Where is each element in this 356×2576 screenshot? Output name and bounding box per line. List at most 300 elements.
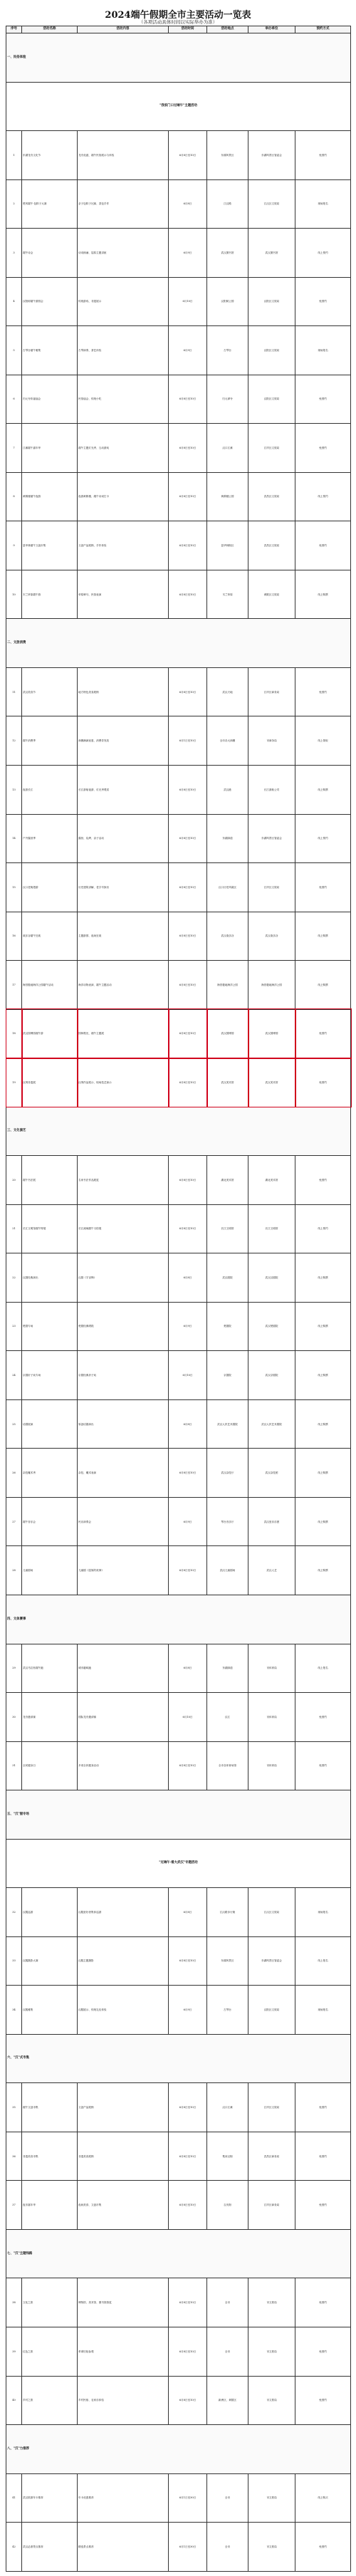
- cell-booking: 免预约: [295, 667, 351, 716]
- cell-organizer: 市体育局: [248, 1644, 295, 1693]
- cell-location: 汉阳树公园: [207, 277, 248, 326]
- cell-booking: 线上购票: [295, 1253, 351, 1303]
- cell-content: 楚剧经典唱段: [78, 1302, 169, 1351]
- cell-time: 6月8日至10日: [169, 961, 207, 1010]
- cell-time: 6月8日至10日: [169, 2376, 207, 2425]
- cell-name: 长江文明馆端午特展: [22, 1204, 78, 1253]
- cell-index: 17: [6, 961, 22, 1010]
- events-table-container: [6, 26, 350, 2572]
- cell-time: 6月1日至30日: [169, 2523, 207, 2572]
- page-title: 2024端午假期全市主要活动一览表: [105, 10, 251, 21]
- cell-location: 全市: [207, 2523, 248, 2572]
- cell-index: 1: [6, 131, 22, 180]
- table-row: [6, 424, 351, 473]
- cell-content: 儿童剧《屈原的故事》: [78, 1546, 169, 1595]
- cell-index: 30: [6, 1693, 22, 1742]
- cell-location: 长江文明馆: [207, 1204, 248, 1253]
- cell-name: 汉服雅集: [22, 1986, 78, 2035]
- cell-organizer: 市体育局: [248, 1693, 295, 1742]
- cell-content: 民俗庙会、传统小吃: [78, 375, 169, 424]
- table-row: [6, 521, 351, 570]
- section-row: [6, 619, 351, 668]
- subsection-title: "我家门口过端午"主题活动: [6, 82, 351, 131]
- section-title: 七、"汉"主题线路: [6, 2229, 351, 2278]
- cell-content: 名家书法作品展览: [78, 1156, 169, 1205]
- cell-location: 汉口江滩: [207, 2083, 248, 2132]
- cell-location: 武汉人民艺术剧院: [207, 1399, 248, 1449]
- cell-time: 6月8日至10日: [169, 912, 207, 961]
- cell-booking: 线上购票: [295, 1302, 351, 1351]
- cell-location: 汉口江滩: [207, 424, 248, 473]
- cell-location: 东湖风景区: [207, 131, 248, 180]
- table-row: [6, 1058, 351, 1107]
- cell-booking: 免预约: [295, 424, 351, 473]
- cell-organizer: 武昌区文旅局: [248, 521, 295, 570]
- cell-content: 端午主题灯光秀、互动游戏: [78, 424, 169, 473]
- cell-index: 5: [6, 326, 22, 375]
- cell-name: 杂技魔术秀: [22, 1449, 78, 1498]
- cell-content: 海洋动物表演、端午主题活动: [78, 961, 169, 1010]
- cell-booking: 免预约: [295, 1058, 351, 1107]
- cell-booking: 免预约: [295, 2327, 351, 2376]
- section-row: [6, 2425, 351, 2474]
- cell-organizer: 武汉欢乐谷: [248, 912, 295, 961]
- cell-index: 9: [6, 521, 22, 570]
- cell-content: 草原骑马、民俗表演: [78, 570, 169, 619]
- cell-content: 革命旧址参观: [78, 2327, 169, 2376]
- cell-index: 19: [6, 1058, 22, 1107]
- cell-organizer: 武汉楚剧院: [248, 1302, 295, 1351]
- cell-booking: 线上预约: [295, 814, 351, 863]
- events-table: [6, 26, 351, 2572]
- cell-name: 夜游长江: [22, 765, 78, 814]
- header-booking: 预约方式: [295, 26, 351, 33]
- header-time: 活动时间: [169, 26, 207, 33]
- cell-index: 41: [6, 2473, 22, 2523]
- table-row: [6, 326, 351, 375]
- cell-name: 户外露营季: [22, 814, 78, 863]
- section-title: 一、民俗体验: [6, 33, 351, 83]
- cell-time: 6月8日至10日: [169, 1058, 207, 1107]
- cell-time: 6月8日至10日: [169, 1546, 207, 1595]
- cell-index: 3: [6, 229, 22, 278]
- cell-location: 湖北美术馆: [207, 1156, 248, 1205]
- cell-content: 古琴演奏、茶艺体验: [78, 326, 169, 375]
- cell-booking: 线上预约: [295, 1204, 351, 1253]
- cell-organizer: 东湖风景区管委会: [248, 814, 295, 863]
- table-row: [6, 1351, 351, 1400]
- cell-time: 6月8日: [169, 1888, 207, 1937]
- cell-time: 6月8日至10日: [169, 1156, 207, 1205]
- cell-time: 6月8日至10日: [169, 570, 207, 619]
- cell-time: 6月8日: [169, 1644, 207, 1693]
- section-title: 五、"汉"服专场: [6, 1790, 351, 1840]
- table-row: [6, 1546, 351, 1595]
- cell-content: 园林观光、端午主题展: [78, 1009, 169, 1058]
- cell-name: 汉阳树端午游园会: [22, 277, 78, 326]
- table-row: [6, 961, 351, 1010]
- cell-index: 14: [6, 814, 22, 863]
- cell-location: 汉江: [207, 1693, 248, 1742]
- cell-location: 海昌极地海洋公园: [207, 961, 248, 1010]
- cell-time: 6月8日至10日: [169, 765, 207, 814]
- cell-index: 29: [6, 1644, 22, 1693]
- cell-index: 21: [6, 1204, 22, 1253]
- cell-booking: 免预约: [295, 521, 351, 570]
- cell-name: 归元寺祈福庙会: [22, 375, 78, 424]
- cell-content: 文创产品展销: [78, 2083, 169, 2132]
- cell-time: 6月8日至10日: [169, 2132, 207, 2181]
- cell-time: 6月8日至10日: [169, 2181, 207, 2230]
- cell-time: 6月8日至10日: [169, 863, 207, 912]
- cell-index: 37: [6, 2181, 22, 2230]
- cell-organizer: 湖北美术馆: [248, 1156, 295, 1205]
- cell-location: 武汉美术馆: [207, 1058, 248, 1107]
- cell-location: 江汉路: [207, 179, 248, 229]
- cell-booking: 免预约: [295, 375, 351, 424]
- cell-location: 古琴台: [207, 326, 248, 375]
- section-row: [6, 2229, 351, 2278]
- cell-content: 亲子包粽子比赛、香包手作: [78, 179, 169, 229]
- cell-location: 琴台音乐厅: [207, 1497, 248, 1546]
- cell-booking: 免预约: [295, 2376, 351, 2425]
- cell-location: 武汉图书馆: [207, 229, 248, 278]
- header-index: 序号: [6, 26, 22, 33]
- section-title: 六、"汉"式市集: [6, 2034, 351, 2083]
- cell-booking: 免预约: [295, 1156, 351, 1205]
- cell-name: 龙舟邀请赛: [22, 1693, 78, 1742]
- cell-location: 京剧院: [207, 1351, 248, 1400]
- cell-booking: 免预约: [295, 277, 351, 326]
- table-row: [6, 863, 351, 912]
- table-row: [6, 179, 351, 229]
- cell-name: 武汉马拉松端午跑: [22, 1644, 78, 1693]
- cell-index: 4: [6, 277, 22, 326]
- table-row: [6, 1644, 351, 1693]
- table-row: [6, 472, 351, 521]
- cell-organizer: 市文旅局: [248, 2523, 295, 2572]
- cell-location: 全市: [207, 2327, 248, 2376]
- cell-content: 历史建筑讲解、老字号探访: [78, 863, 169, 912]
- table-row: [6, 1253, 351, 1303]
- cell-content: 露营、烧烤、亲子活动: [78, 814, 169, 863]
- cell-index: 26: [6, 1449, 22, 1498]
- cell-booking: 线上预约: [295, 472, 351, 521]
- table-row: [6, 229, 351, 278]
- cell-booking: 线上购票: [295, 765, 351, 814]
- cell-index: 6: [6, 375, 22, 424]
- cell-index: 32: [6, 1888, 22, 1937]
- cell-location: 黄鹤楼公园: [207, 472, 248, 521]
- cell-name: 全民健身日: [22, 1741, 78, 1790]
- cell-content: 长江游船夜游、灯光秀观赏: [78, 765, 169, 814]
- table-row: [6, 1449, 351, 1498]
- section-title: 八、"汉"力推荐: [6, 2425, 351, 2474]
- cell-content: 长江流域端午习俗展: [78, 1204, 169, 1253]
- cell-location: 全市各体育场馆: [207, 1741, 248, 1790]
- table-row: [6, 912, 351, 961]
- cell-organizer: 海昌极地海洋公园: [248, 961, 295, 1010]
- cell-index: 2: [6, 179, 22, 229]
- cell-booking: 现场报名: [295, 179, 351, 229]
- cell-organizer: 东湖风景区管委会: [248, 1936, 295, 1986]
- cell-organizer: 汉阳区文旅局: [248, 326, 295, 375]
- table-row: [6, 2181, 351, 2230]
- cell-organizer: 东湖风景区管委会: [248, 131, 295, 180]
- cell-time: 6月10日: [169, 1693, 207, 1742]
- cell-name: 端午消费季: [22, 716, 78, 766]
- cell-time: 6月9日: [169, 1497, 207, 1546]
- cell-organizer: 汉阳区文旅局: [248, 277, 295, 326]
- cell-organizer: 市文旅局: [248, 2473, 295, 2523]
- cell-content: 年卡优惠推荐: [78, 2473, 169, 2523]
- cell-name: 武汉美食节: [22, 667, 78, 716]
- table-row: [6, 765, 351, 814]
- cell-content: 文创产品展销、手作体验: [78, 521, 169, 570]
- cell-organizer: 武汉园博园: [248, 1009, 295, 1058]
- cell-organizer: 市商务局: [248, 716, 295, 766]
- cell-index: 20: [6, 1156, 22, 1205]
- cell-booking: 线上预约: [295, 229, 351, 278]
- cell-location: 归元禅寺: [207, 375, 248, 424]
- cell-booking: 线上购票: [295, 961, 351, 1010]
- cell-location: 东湖风景区: [207, 1936, 248, 1986]
- cell-name: 汉服巡游: [22, 1888, 78, 1937]
- cell-organizer: 长江文明馆: [248, 1204, 295, 1253]
- cell-organizer: 汉阳区文旅局: [248, 1986, 295, 2035]
- cell-content: 传统游戏、非遗展示: [78, 277, 169, 326]
- cell-time: 6月10日: [169, 1351, 207, 1400]
- cell-content: 主题游园、夜场狂欢: [78, 912, 169, 961]
- cell-location: 楚剧院: [207, 1302, 248, 1351]
- table-row: [6, 2132, 351, 2181]
- cell-content: 非遗美食展销: [78, 2132, 169, 2181]
- cell-index: 11: [6, 667, 22, 716]
- table-row: [6, 2473, 351, 2523]
- table-row: [6, 814, 351, 863]
- cell-booking: 线上领取: [295, 716, 351, 766]
- cell-organizer: 市体育局: [248, 1741, 295, 1790]
- cell-location: 武汉天地: [207, 667, 248, 716]
- table-row: [6, 570, 351, 619]
- cell-name: 非遗美食市集: [22, 2132, 78, 2181]
- cell-organizer: 武汉人民艺术剧院: [248, 1399, 295, 1449]
- cell-organizer: 市文旅局: [248, 2376, 295, 2425]
- cell-content: 夜间美食、文创市集: [78, 2181, 169, 2230]
- cell-booking: 免预约: [295, 2181, 351, 2230]
- header-location: 活动地点: [207, 26, 248, 33]
- cell-index: 15: [6, 863, 22, 912]
- cell-content: 民乐演奏会: [78, 1497, 169, 1546]
- cell-index: 7: [6, 424, 22, 473]
- table-body: [6, 33, 351, 2572]
- cell-content: 汉服爱好者集体巡游: [78, 1888, 169, 1937]
- cell-booking: 线上购票: [295, 1399, 351, 1449]
- cell-name: 武汉园博园端午游: [22, 1009, 78, 1058]
- cell-time: 6月9日: [169, 1302, 207, 1351]
- table-row: [6, 716, 351, 766]
- header-content: 活动内容: [78, 26, 169, 33]
- cell-time: 6月8日至10日: [169, 1204, 207, 1253]
- cell-time: 6月9日: [169, 1986, 207, 2035]
- cell-index: 24: [6, 1351, 22, 1400]
- cell-name: 昙华林端午文创市集: [22, 521, 78, 570]
- cell-index: 16: [6, 912, 22, 961]
- cell-name: 儿童剧场: [22, 1546, 78, 1595]
- cell-name: 乡村之旅: [22, 2376, 78, 2425]
- cell-location: 武汉港: [207, 765, 248, 814]
- cell-organizer: 武汉汉剧院: [248, 1253, 295, 1303]
- cell-location: 东湖绿道: [207, 814, 248, 863]
- cell-booking: 免预约: [295, 863, 351, 912]
- cell-index: 31: [6, 1741, 22, 1790]
- cell-name: 端午音乐会: [22, 1497, 78, 1546]
- cell-booking: 免预约: [295, 2083, 351, 2132]
- table-row: [6, 1497, 351, 1546]
- subsection-row: [6, 1839, 351, 1888]
- cell-time: 6月9日: [169, 229, 207, 278]
- cell-time: 6月8日至10日: [169, 667, 207, 716]
- section-row: [6, 2034, 351, 2083]
- subsection-title: "过端午·看大武汉"专题活动: [6, 1839, 351, 1888]
- cell-content: 原创话剧演出: [78, 1399, 169, 1449]
- cell-name: 古琴台端午雅集: [22, 326, 78, 375]
- cell-booking: 线上购票: [295, 1546, 351, 1595]
- cell-location: 古琴台: [207, 1986, 248, 2035]
- cell-index: 28: [6, 1546, 22, 1595]
- cell-location: 全市各大商圈: [207, 716, 248, 766]
- cell-time: 6月8日至10日: [169, 472, 207, 521]
- cell-content: 汉绣作品展示、现场技艺演示: [78, 1058, 169, 1107]
- cell-content: 汉服主题摄影: [78, 1936, 169, 1986]
- cell-content: 博物馆、美术馆、图书馆游览: [78, 2278, 169, 2327]
- table-row: [6, 2327, 351, 2376]
- table-row: [6, 1156, 351, 1205]
- cell-location: 武汉儿童剧场: [207, 1546, 248, 1595]
- cell-booking: 线上购票: [295, 1497, 351, 1546]
- table-row: [6, 1936, 351, 1986]
- cell-booking: 线上购票: [295, 912, 351, 961]
- page-subtitle: （各项活动具体时间以实际举办为准）: [138, 19, 218, 25]
- subsection-row: [6, 82, 351, 131]
- table-row: [6, 1693, 351, 1742]
- cell-content: 乡村民宿、农家乐体验: [78, 2376, 169, 2425]
- cell-organizer: 江岸区文旅局: [248, 863, 295, 912]
- cell-name: 端午文创市集: [22, 2083, 78, 2132]
- cell-booking: 现场报名: [295, 1986, 351, 2035]
- cell-content: 龙舟竞渡、端午民俗展示与体验: [78, 131, 169, 180]
- cell-name: 汉绣非遗展: [22, 1058, 78, 1107]
- cell-organizer: 汉阳区文旅局: [248, 375, 295, 424]
- cell-location: 武汉杂技厅: [207, 1449, 248, 1498]
- cell-name: 武汉旅游年卡推荐: [22, 2473, 78, 2523]
- table-row: [6, 277, 351, 326]
- cell-index: 38: [6, 2278, 22, 2327]
- header-organizer: 举办单位: [248, 26, 295, 33]
- cell-name: 话剧展演: [22, 1399, 78, 1449]
- cell-content: 夜游黄鹤楼、端午诗词打卡: [78, 472, 169, 521]
- cell-name: 海昌极地海洋公园端午活动: [22, 961, 78, 1010]
- cell-time: 6月8日至10日: [169, 1741, 207, 1790]
- header-name: 活动名称: [22, 26, 78, 33]
- cell-name: 端午书法展: [22, 1156, 78, 1205]
- cell-name: 楚剧专场: [22, 1302, 78, 1351]
- cell-time: 6月8日至10日: [169, 424, 207, 473]
- cell-location: 新洲区、黄陂区: [207, 2376, 248, 2425]
- cell-time: 6月10日: [169, 277, 207, 326]
- cell-time: 6月8日至10日: [169, 814, 207, 863]
- cell-name: 京剧折子戏专场: [22, 1351, 78, 1400]
- cell-name: 黄鹤楼端午夜游: [22, 472, 78, 521]
- cell-organizer: 黄陂区文旅局: [248, 570, 295, 619]
- cell-booking: 免预约: [295, 2523, 351, 2572]
- cell-organizer: 武汉美术馆: [248, 1058, 295, 1107]
- cell-content: 精选景点推荐: [78, 2523, 169, 2572]
- table-row: [6, 131, 351, 180]
- cell-content: 汉服展示、传统礼仪体验: [78, 1986, 169, 2035]
- cell-time: 6月8日: [169, 1253, 207, 1303]
- cell-index: 12: [6, 716, 22, 766]
- cell-index: 40: [6, 2376, 22, 2425]
- table-row: [6, 1986, 351, 2035]
- cell-name: 东湖龙舟文化节: [22, 131, 78, 180]
- cell-booking: 线上购票: [295, 570, 351, 619]
- cell-booking: 免预约: [295, 2278, 351, 2327]
- cell-booking: 免预约: [295, 1741, 351, 1790]
- table-row: [6, 1302, 351, 1351]
- cell-time: 6月8日至10日: [169, 2327, 207, 2376]
- cell-location: 东湖绿道: [207, 1644, 248, 1693]
- table-row: [6, 1741, 351, 1790]
- section-row: [6, 1107, 351, 1156]
- section-title: 三、文化演艺: [6, 1107, 351, 1156]
- cell-location: 武汉欢乐谷: [207, 912, 248, 961]
- cell-index: 10: [6, 570, 22, 619]
- cell-index: 39: [6, 2327, 22, 2376]
- cell-organizer: 江岸区文旅局: [248, 2083, 295, 2132]
- cell-name: 汉服摄影大赛: [22, 1936, 78, 1986]
- cell-content: 诗词朗诵、屈原主题讲座: [78, 229, 169, 278]
- section-title: 二、文旅消费: [6, 619, 351, 668]
- cell-location: 全市: [207, 2473, 248, 2523]
- cell-content: 地方特色美食展销: [78, 667, 169, 716]
- cell-organizer: 武汉人艺: [248, 1546, 295, 1595]
- cell-organizer: 江岸区商务局: [248, 667, 295, 716]
- table-header-row: [6, 26, 351, 33]
- table-row: [6, 667, 351, 716]
- cell-name: 文化之旅: [22, 2278, 78, 2327]
- cell-location: 汉口历史风貌区: [207, 863, 248, 912]
- cell-name: 汉口老街漫游: [22, 863, 78, 912]
- cell-organizer: 江岸区商务局: [248, 2181, 295, 2230]
- cell-time: 6月8日至10日: [169, 1936, 207, 1986]
- section-row: [6, 1790, 351, 1840]
- cell-index: 18: [6, 1009, 22, 1058]
- cell-booking: 线上购票: [295, 1449, 351, 1498]
- cell-content: 汉剧《宇宙锋》: [78, 1253, 169, 1303]
- cell-index: 42: [6, 2523, 22, 2572]
- cell-index: 8: [6, 472, 22, 521]
- cell-organizer: 武汉图书馆: [248, 229, 295, 278]
- cell-time: 6月8日至10日: [169, 131, 207, 180]
- cell-location: 昙华林街区: [207, 521, 248, 570]
- table-row: [6, 1399, 351, 1449]
- cell-time: 6月8日至10日: [169, 1449, 207, 1498]
- cell-organizer: 江汉区文旅局: [248, 1888, 295, 1937]
- cell-time: 6月8日至10日: [169, 2083, 207, 2132]
- section-title: 四、文体赛事: [6, 1595, 351, 1644]
- cell-name: 红色之旅: [22, 2327, 78, 2376]
